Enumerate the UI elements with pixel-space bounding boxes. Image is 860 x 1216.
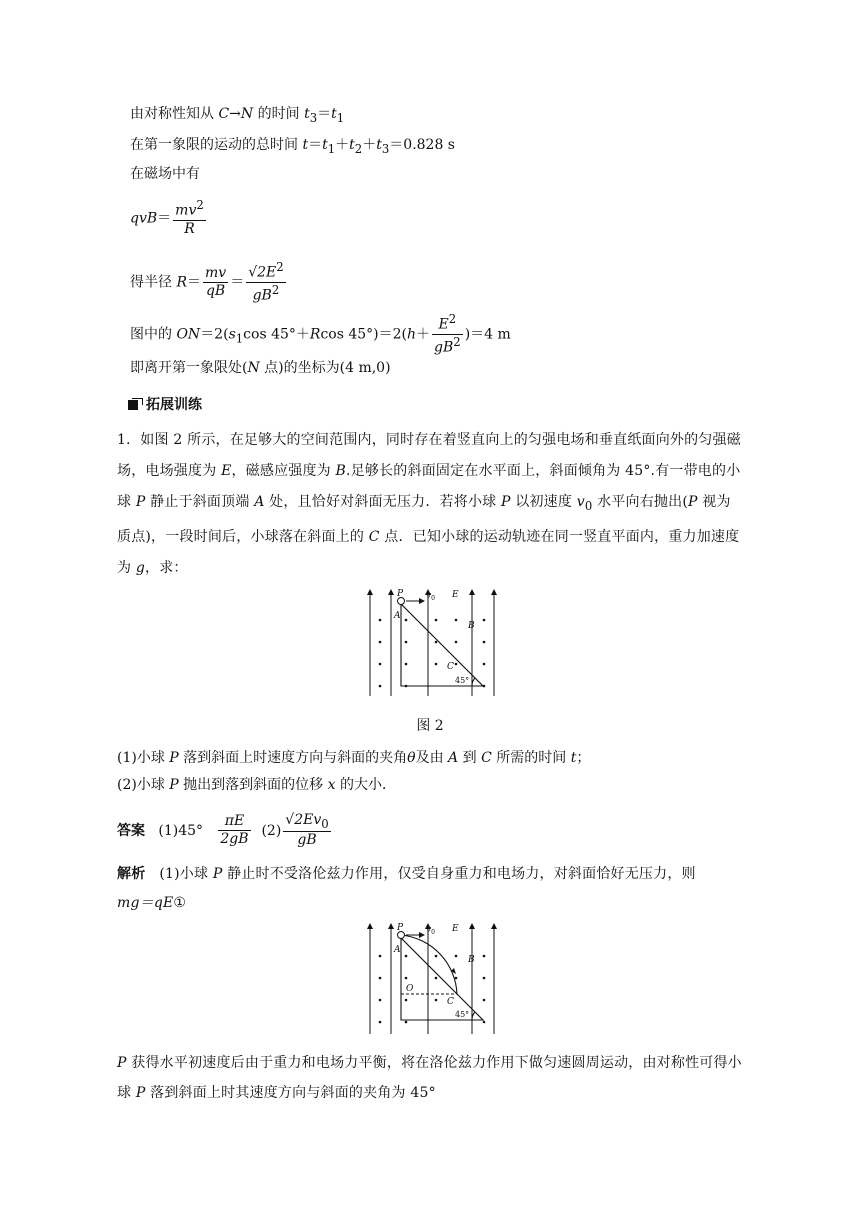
fraction-centripetal: $\frac{mv^2}{R}$ — [175, 198, 204, 238]
label-a-2: A — [394, 945, 401, 955]
field-lines — [370, 592, 494, 696]
section-square-icon — [128, 398, 142, 410]
question-2: (2)小球 P 抛出到落到斜面的位移 x 的大小． — [117, 777, 396, 793]
analysis-diagram — [364, 920, 500, 1038]
section-heading: 拓展训练 — [128, 395, 202, 415]
label-b-2: B — [468, 955, 475, 965]
label-v0-2: $v_0$ — [426, 925, 435, 936]
solution-line-in-field: 在磁场中有 — [130, 166, 200, 182]
incline-triangle — [401, 604, 483, 686]
equation-radius: 得半径 R＝ $\frac{mv}{qB}$ ＝ $\frac{√2E^2}{gB^2}$ — [130, 260, 284, 304]
label-angle-2: 45° — [455, 1010, 470, 1019]
label-c: C — [447, 662, 454, 672]
label-v0: $v_0$ — [426, 591, 435, 602]
label-e-2: E — [452, 924, 459, 934]
figure-2-diagram — [364, 586, 500, 698]
equation-on-length: 图中的 $ON=2(s_1\cos$ 45°＋Rcos 45°)＝2(h＋ $\frac{E^2}{gB^2}$ )＝4 m — [130, 312, 511, 356]
solution-line-coordinate: 即离开第一象限处(N 点)的坐标为(4 m,0) — [130, 360, 391, 376]
label-b: B — [468, 621, 475, 631]
answer-line: 答案 (1)45° $\frac{\pi E}{2gB}$ (2) $\frac{√2Ev_0}{gB}$ — [117, 812, 329, 849]
incline-triangle-2 — [401, 938, 483, 1020]
equation-force-balance: qvB＝ $\frac{mv^2}{R}$ — [130, 198, 204, 238]
label-a: A — [394, 611, 401, 621]
label-e: E — [452, 590, 459, 600]
solution-line-symmetry: 由对称性知从 C→N 的时间 $t_3=t_1$ — [130, 106, 345, 125]
conclusion-paragraph: P 获得水平初速度后由于重力和电场力平衡，将在洛伦兹力作用下做匀速圆周运动，由对称性可得小球 P 落到斜面上时其速度方向与斜面的夹角为 45° — [117, 1055, 742, 1101]
solution-line-total-time: 在第一象限的运动的总时间 $t=t_1+t_2+t_3=0.828$ s — [130, 137, 455, 156]
label-angle: 45° — [455, 676, 470, 685]
trajectory-arrow — [451, 968, 456, 974]
label-p-2: P — [397, 923, 404, 933]
analysis-paragraph: 解析 (1)小球 P 静止时不受洛伦兹力作用，仅受自身重力和电场力，对斜面恰好无压力，则 mg＝qE① — [117, 866, 696, 911]
figure-caption: 图 2 — [416, 718, 444, 734]
problem-statement: 1．如图 2 所示，在足够大的空间范围内，同时存在着竖直向上的匀强电场和垂直纸面向外的匀强磁场，电场强度为 E，磁感应强度为 B.足够长的斜面固定在水平面上，斜面倾角为 45°.有一带电的小球 P 静止于斜面顶端 A 处，且恰好对斜面无压力．若将小球 P 以初速度 $v_0$ 水平向右抛出(P 视为质点)，一段时间后，小球落在斜面上的 C 点．已知小球的运动轨迹在同一竖直平面内，重力加速度为 g，求： — [117, 432, 741, 576]
question-1: (1)小球 P 落到斜面上时速度方向与斜面的夹角θ及由 A 到 C 所需的时间 t； — [117, 750, 591, 766]
answer-label: 答案 — [117, 822, 145, 839]
label-p: P — [397, 589, 404, 599]
label-o: O — [406, 984, 414, 994]
field-lines-2 — [370, 926, 494, 1034]
label-c-2: C — [447, 997, 454, 1007]
analysis-label: 解析 — [117, 866, 146, 882]
